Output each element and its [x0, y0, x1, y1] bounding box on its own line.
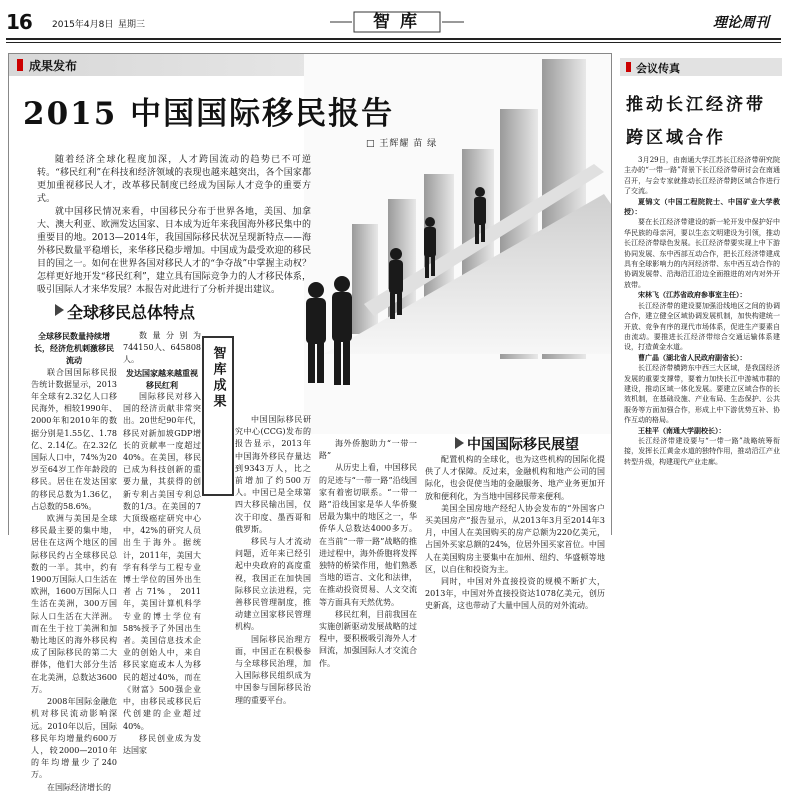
column-paragraph: 移民红利，目前我国在实施创新驱动发展战略的过程中，要积极吸引海外人才回流，加强国际人才交流合作。 [319, 609, 417, 668]
speaker-name: 王桂平（南通大学副校长）： [638, 425, 726, 435]
issue-weekday: 星期三 [118, 20, 146, 30]
right-tag-marker [626, 62, 631, 72]
publication-brand: 理论周刊 [713, 15, 769, 31]
feature-article [8, 53, 612, 792]
section-title: 智 库 [373, 12, 419, 32]
header-rule [6, 38, 781, 40]
article-column-1 [31, 330, 117, 792]
article-lead [37, 154, 311, 297]
section-marker [55, 304, 64, 316]
right-headline-line-1: 推动长江经济带 [626, 95, 766, 115]
section-marker [455, 437, 464, 449]
right-headline-line-2: 跨区域合作 [626, 128, 726, 148]
column-paragraph: 移民与人才流动问题，近年来已经引起中央政府的高度重视，我国正在加快国际移民立法进程，完善移民管理制度，推动建立国家移民管理机构。 [235, 537, 311, 632]
right-tag: 会议传真 [636, 62, 680, 75]
issue-date: 2015年4月8日 [52, 20, 114, 30]
column-paragraph: 配置机构的全球化，也为这些机构的国际化提供了人才保障。反过来，金融机构和地产公司的国际化，也会促使当地的金融服务、地产业务更加开放和便利化，为当地中国移民带来便利。 [425, 455, 605, 501]
article-column-2 [123, 330, 201, 755]
column-paragraph: 国际移民对移入国的经济贡献非常突出。20世纪90年代，移民对新加坡GDP增长的贡献率一度超过40%。在美国，移民已成为科技创新的重要力量，其获得的创新专利占美国专利总数的1/3。在美国的7大顶级癌症研究中心中，42%的研究人员出生于海外。据统计，2011年，美国大学有科学与工程专业博士学位的国外出生者占71%，2011年，美国计算机科学专业的博士学位有58%授予了外国出生者。美国信息技术企业的创始人中，来自移民家庭或本人为移民的超过40%，而在《财富》500强企业中，由移民或移民后代创建的企业超过40%。 [123, 392, 201, 731]
speaker-name: 曹广晶（湖北省人民政府副省长）： [638, 352, 747, 362]
article-column-5 [425, 454, 605, 611]
body-paragraph: 要在长江经济带建设的新一轮开发中保护好中华民族的母亲河，要以生态文明建设为引领，推动长江经济带绿色发展。长江经济带要实现上中下游协同发展、东中西部互动合作，把长江经济带建成具有全球影响力的内河经济带、东中西互动合作的协调发展带、沿海沿江沿边全面推进的对内对外开放带。 [624, 218, 780, 289]
article-column-4 [319, 438, 417, 668]
body-paragraph: 长江经济带的建设要加强沿线地区之间的协调合作，建立健全区域协调发展机制，加快构建统一开放、竞争有序的现代市场体系，促进生产要素自由流动。要推进长江经济带综合交通运输体系建设，打造黄金水道。 [624, 301, 780, 352]
body-paragraph: 长江经济带横跨东中西三大区域，是我国经济发展的重要支撑带，要着力加快长江中游城市群的建设，推动区域一体化发展。要建立区域合作的长效机制，在基础设施、产业布局、生态保护、公共服务等方面加强合作，形成上中下游优势互补、协作互动的格局。 [624, 364, 780, 425]
article-tag-marker [17, 59, 23, 71]
column-paragraph: 2008年国际金融危机对移民流动影响深远。2010年以后，国际移民年均增量约600万人，较2000—2010年的年均增量少了240万。 [31, 697, 117, 780]
article-title: 2015 中国国际移民报告 [23, 96, 395, 132]
column-paragraph: 国际移民治理方面，中国正在积极参与全球移民治理，加入国际移民组织成为中国参与国际移民治理的重要平台。 [235, 634, 311, 705]
page-number: 16 [6, 10, 32, 34]
column-paragraph: 数量分别为744150人、645808人。 [123, 331, 201, 365]
article-byline: □ 王辉耀 苗 绿 [366, 139, 438, 149]
article-column-3 [235, 414, 311, 705]
column-paragraph: 海外侨胞助力“一带一路” [319, 439, 417, 461]
column-subheading: 全球移民数量持续增长，经济危机刺激移民流动 [34, 331, 114, 366]
sidebar-vertical-label: 智库成果 [210, 346, 226, 410]
section-heading-global: 全球移民总体特点 [67, 303, 196, 322]
column-paragraph: 同时，中国对外直接投资的规模不断扩大，2013年，中国对外直接投资达1078亿美元，创历史新高，这也带动了大量中国人员的对外流动。 [425, 577, 605, 611]
speaker-name: 夏锦文（中国工程院院士、中国矿业大学教授）： [624, 196, 780, 217]
column-paragraph: 中国国际移民研究中心(CCG)发布的报告显示，2013年中国海外移民存量达到9343万人，比之前增加了约500万人。中国已是全球第四大移民输出国，仅次于印度、墨西哥和俄罗斯。 [235, 415, 311, 534]
column-subheading: 发达国家越来越重视移民红利 [126, 367, 198, 390]
right-article-body [624, 155, 780, 534]
section-heading-outlook: 中国国际移民展望 [467, 437, 579, 453]
lead-paragraph-1: 随着经济全球化程度加深，人才跨国流动的趋势已不可逆转。“移民红利”在科技和经济领域的表现也越来越突出，各个国家都更加重视移民人才，改革移民制度已经成为国际人才竞争的重要方式。 [37, 155, 311, 204]
body-paragraph: 3月29日，由南通大学江苏长江经济带研究院主办的“一带一路”背景下长江经济带研讨会在南通召开，与会专家就推动长江经济带跨区域合作进行了交流。 [624, 156, 780, 196]
column-paragraph: 联合国国际移民报告统计数据显示，2013年全球有2.32亿人口移民海外，相较1990年、2000年和2010年的数据分别是1.55亿、1.78亿、2.14亿。在2.32亿国际人口中，74%为20岁至64岁工作年龄段的移民。居住在发达国家的移民总数为1.36亿，占总数的58.6%。 [31, 367, 117, 511]
body-paragraph: 长江经济带建设要与“一带一路”战略统筹衔接，发挥长江黄金水道的独特作用，推动沿江产业转型升级，构建现代产业走廊。 [624, 436, 780, 466]
speaker-name: 宋林飞（江苏省政府参事室主任）： [638, 290, 747, 300]
column-paragraph: 美国全国房地产经纪人协会发布的“外国客户买美国房产”报告显示，从2013年3月至2014年3月，中国人在美国购买的房产总额为220亿美元，占国外买家总额的24%，位居外国买家首位。中国人在美国购房主要集中在加州、纽约、华盛顿等地区，以自住和投资为主。 [425, 503, 605, 574]
sidebar-vertical-box [202, 336, 234, 496]
article-tag: 成果发布 [29, 59, 78, 73]
header-rule-thin [6, 42, 781, 43]
column-paragraph: 在国际经济增长的 [47, 782, 111, 792]
column-paragraph: 移民创业成为发达国家 [123, 733, 201, 755]
column-paragraph: 欧洲与美国是全球移民最主要的集中地，居住在这两个地区的国际移民约占全球移民总数的一半。其中，约有1900万国际人口生活在欧洲，1600万国际人口生活在美洲，300万国际人口生活在大洋洲。而在生于拉丁美洲和加勒比地区的海外移民构成了国际移民的第二大群体，他们大部分生活在北美洲，总数达3600万。 [31, 514, 117, 694]
lead-paragraph-2: 就中国移民情况来看，中国移民分布于世界各地，美国、加拿大、澳大利亚、欧洲发达国家、日本成为近年来我国海外移民集中的重要目的地。2013—2014年，我国国际移民状况呈现新特点——海外移民数量平稳增长，来华移民稳步增加。中国成为最受欢迎的移民目的国之一。如何在世界各国对移民人才的“争夺战”中掌握主动权？怎样更好地开发“移民红利”，建立具有国际竞争力的人才移民体系，吸引国际人才来华发展？本报告对此进行了分析并提出建议。 [37, 207, 311, 295]
column-paragraph: 从历史上看，中国移民的足迹与“一带一路”沿线国家有着密切联系。“一带一路”沿线国家是华人华侨聚居最为集中的地区之一，华侨华人总数达4000多万。在当前“一带一路”战略的推进过程中，海外侨胞将发挥独特的桥梁作用，他们熟悉当地的语言、文化和法律，在推动投资贸易、人文交流等方面具有天然优势。 [319, 463, 417, 607]
